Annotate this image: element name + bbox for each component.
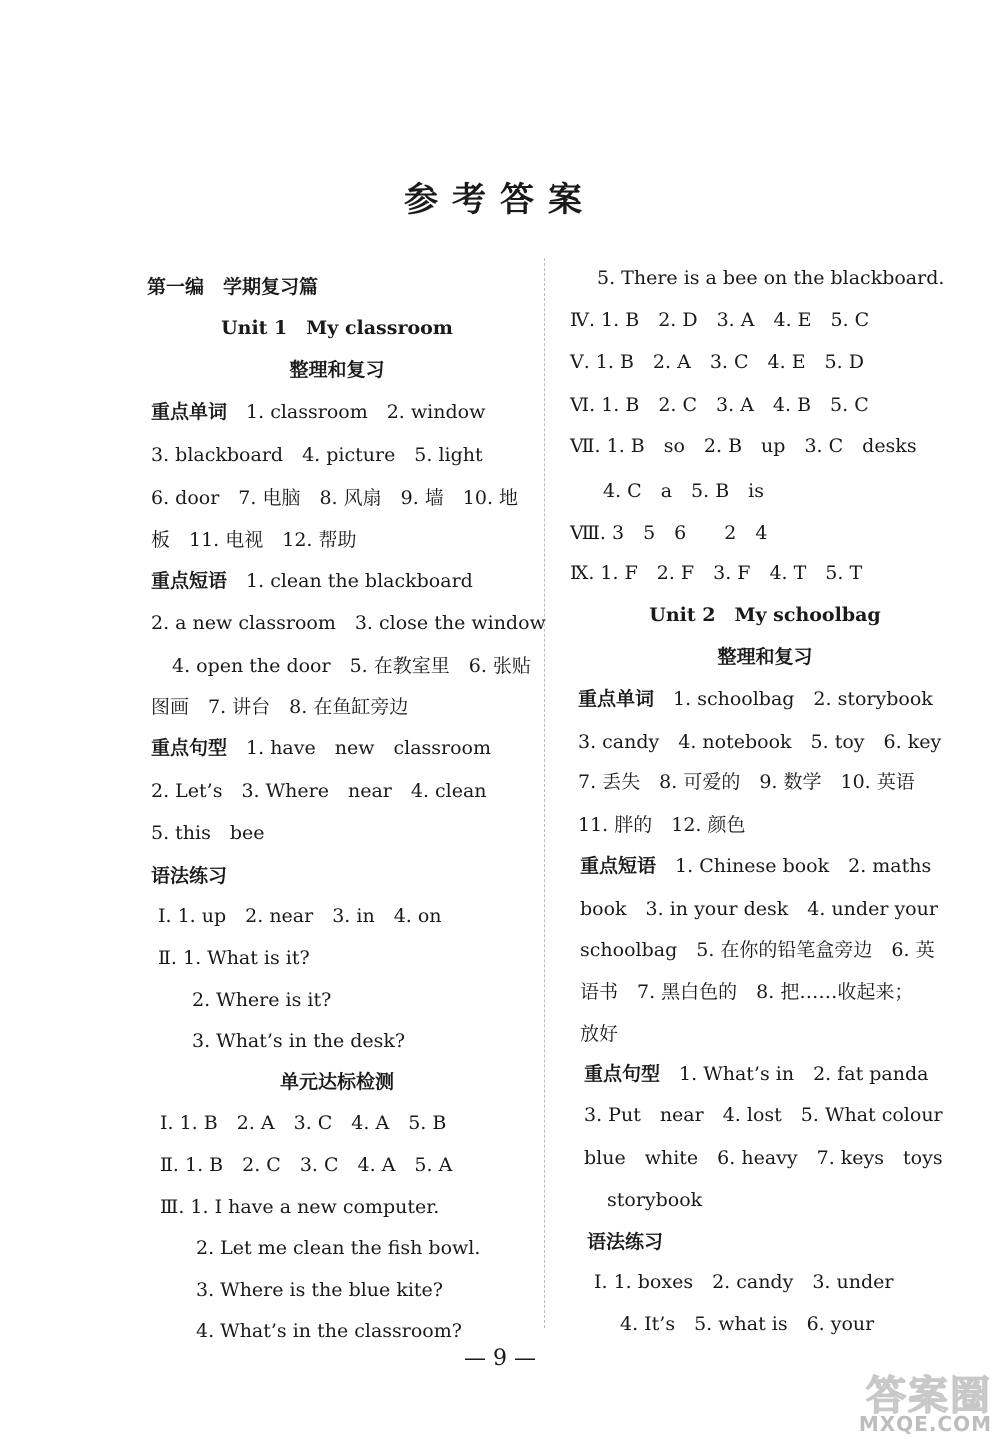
unit2-words-line-1: [578, 686, 933, 712]
unit1-words-text: 1. classroom 2. window: [246, 401, 486, 423]
unit1-sentences-line-2: 2. Let’s 3. Where near 4. clean: [151, 780, 487, 802]
unit2-words-line-4: 11. 胖的 12. 颜色: [578, 814, 746, 836]
unit1-test-line-2: Ⅱ. 1. B 2. C 3. C 4. A 5. A: [160, 1154, 453, 1176]
watermark-logo-text: 答案圈: [866, 1373, 992, 1419]
unit1-sentences-line-3: 5. this bee: [151, 822, 265, 844]
watermark-url: MXQE.COM: [858, 1412, 992, 1436]
unit2-sentences-line-4: storybook: [607, 1189, 703, 1211]
unit1-phrases-line-3: 4. open the door 5. 在教室里 6. 张贴: [172, 655, 531, 677]
unit2-sentences-line-3: blue white 6. heavy 7. keys toys: [584, 1147, 943, 1169]
unit2-grammar-heading: 语法练习: [587, 1231, 664, 1253]
unit2-grammar-line-1: Ⅰ. 1. boxes 2. candy 3. under: [594, 1271, 894, 1293]
unit1-words-line-4: 板 11. 电视 12. 帮助: [151, 529, 357, 551]
unit1-test-line-6: 4. What’s in the classroom?: [196, 1320, 462, 1342]
unit2-phrases-line-3: schoolbag 5. 在你的铅笔盒旁边 6. 英: [580, 939, 935, 961]
column-divider: [544, 258, 545, 1328]
unit2-words-line-3: 7. 丢失 8. 可爱的 9. 数学 10. 英语: [578, 771, 915, 793]
unit1-test-line-11: Ⅶ. 1. B so 2. B up 3. C desks: [570, 435, 917, 457]
unit1-grammar-line-3: 2. Where is it?: [192, 989, 332, 1011]
unit1-grammar-line-4: 3. What’s in the desk?: [192, 1030, 406, 1052]
unit2-sentences-line-1: [584, 1061, 929, 1087]
unit2-phrases-line-5: 放好: [580, 1023, 619, 1045]
unit1-test-line-13: Ⅷ. 3 5 6 2 4: [570, 522, 768, 544]
unit1-sentences-line-1: [151, 735, 491, 761]
unit1-test-line-3: Ⅲ. 1. I have a new computer.: [160, 1196, 440, 1218]
unit2-review-heading: 整理和复习: [717, 646, 813, 668]
words-label: 重点单词: [151, 401, 228, 423]
unit1-phrases-line-4: 图画 7. 讲台 8. 在鱼缸旁边: [151, 696, 409, 718]
unit2-grammar-line-2: 4. It’s 5. what is 6. your: [620, 1313, 875, 1335]
unit1-grammar-line-1: Ⅰ. 1. up 2. near 3. in 4. on: [158, 905, 442, 927]
unit1-review-heading: 整理和复习: [289, 359, 385, 381]
unit2-phrases-line-2: book 3. in your desk 4. under your: [580, 898, 938, 920]
unit1-grammar-heading: 语法练习: [151, 865, 228, 887]
unit1-words-line-3: 6. door 7. 电脑 8. 风扇 9. 墙 10. 地: [151, 487, 519, 509]
sentences-label: 重点句型: [151, 737, 228, 759]
unit1-test-line-12: 4. C a 5. B is: [603, 480, 764, 502]
site-watermark: [800, 1364, 992, 1438]
unit1-sentences-text: 1. have new classroom: [246, 737, 492, 759]
unit1-words-line-2: 3. blackboard 4. picture 5. light: [151, 444, 483, 466]
unit1-test-line-1: Ⅰ. 1. B 2. A 3. C 4. A 5. B: [160, 1112, 447, 1134]
unit1-test-line-4: 2. Let me clean the fish bowl.: [196, 1237, 481, 1259]
unit2-sentences-text: 1. What’s in 2. fat panda: [679, 1063, 929, 1085]
page-number: — 9 —: [464, 1346, 536, 1371]
unit1-phrases-line-1: [151, 568, 473, 594]
unit1-phrases-line-2: 2. a new classroom 3. close the window: [151, 612, 546, 634]
page-title: 参考答案: [404, 180, 596, 220]
unit1-test-line-10: Ⅵ. 1. B 2. C 3. A 4. B 5. C: [570, 394, 869, 416]
unit2-phrases-line-4: 语书 7. 黑白色的 8. 把……收起来；: [580, 981, 914, 1003]
unit1-grammar-line-2: Ⅱ. 1. What is it?: [158, 947, 310, 969]
unit2-words-text: 1. schoolbag 2. storybook: [673, 688, 933, 710]
unit1-title: Unit 1 My classroom: [221, 317, 453, 339]
unit2-phrases-text: 1. Chinese book 2. maths: [675, 855, 932, 877]
words-label: 重点单词: [578, 688, 655, 710]
unit1-test-line-9: Ⅴ. 1. B 2. A 3. C 4. E 5. D: [570, 351, 864, 373]
unit1-test-line-8: Ⅳ. 1. B 2. D 3. A 4. E 5. C: [570, 309, 870, 331]
unit1-test-line-7: 5. There is a bee on the blackboard.: [597, 267, 945, 289]
phrases-label: 重点短语: [580, 855, 657, 877]
unit1-words-line-1: [151, 399, 485, 425]
unit1-phrases-text: 1. clean the blackboard: [246, 570, 473, 592]
section-heading: 第一编 学期复习篇: [147, 276, 319, 298]
unit2-phrases-line-1: [580, 853, 931, 879]
unit1-test-line-5: 3. Where is the blue kite?: [196, 1279, 443, 1301]
unit2-title: Unit 2 My schoolbag: [649, 604, 881, 626]
sentences-label: 重点句型: [584, 1063, 661, 1085]
unit2-sentences-line-2: 3. Put near 4. lost 5. What colour: [584, 1104, 943, 1126]
unit2-words-line-2: 3. candy 4. notebook 5. toy 6. key: [578, 731, 942, 753]
unit1-test-heading: 单元达标检测: [279, 1071, 394, 1093]
unit1-test-line-14: Ⅸ. 1. F 2. F 3. F 4. T 5. T: [570, 562, 863, 584]
phrases-label: 重点短语: [151, 570, 228, 592]
